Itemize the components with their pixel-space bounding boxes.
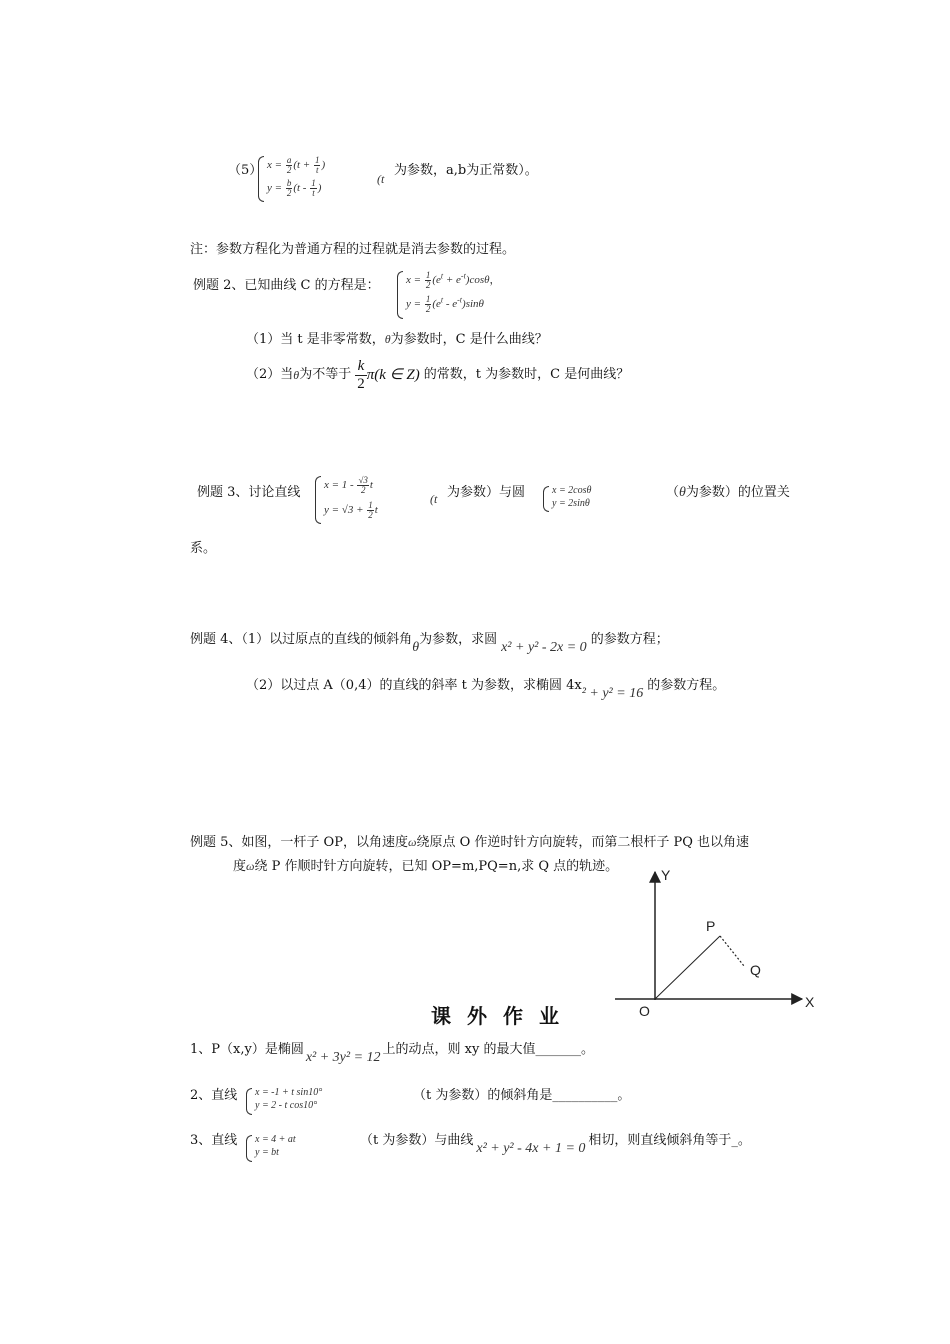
homework-q2-prefix: 2、直线 xyxy=(190,1088,238,1103)
brace xyxy=(258,156,264,202)
homework-q1: 1、P（x,y）是椭圆x² + 3y² = 12上的动点，则 xy 的最大值_______。 xyxy=(190,1042,594,1065)
homework-q2-text: （t 为参数）的倾斜角是__________。 xyxy=(413,1088,631,1103)
item5-eq1: x = $\frac{a}{2}$ (t + $\frac{1}{t}$ ) xyxy=(267,155,326,175)
ex5-line2: 度ω绕 P 作顺时针方向旋转，已知 OP=m,PQ=n,求 Q 点的轨迹。 xyxy=(233,859,619,874)
ex2-label: 例题 2、已知曲线 C 的方程是： xyxy=(193,278,380,293)
homework-q3-eq2: y = bt xyxy=(255,1147,279,1158)
homework-q2-system xyxy=(246,1088,411,1115)
rod-pq xyxy=(720,936,744,966)
label-o: O xyxy=(639,1003,650,1019)
ex3-param: (t xyxy=(430,492,438,506)
homework-q3-prefix: 3、直线 xyxy=(190,1133,238,1148)
label-y: Y xyxy=(661,867,671,883)
ex2-eq2: y = $\frac{1}{2}$ $(e^t - e^{-t})\sin\theta$ xyxy=(406,294,484,314)
ex2-q2: （2）当 θ 为不等于 $\frac{k}{2}$ π(k ∈ Z) 的常数，t 为参数时，C 是何曲线？ xyxy=(246,357,630,392)
ex3-eq1: x = 1 - $\frac{√3}{2}$ t xyxy=(324,475,373,495)
ex3-mid: 为参数）与圆 xyxy=(447,485,526,500)
brace xyxy=(246,1135,252,1162)
item5-param: (t xyxy=(377,172,385,186)
label-q: Q xyxy=(750,962,761,978)
rod-figure xyxy=(610,860,825,1030)
note-text: 注：参数方程化为普通方程的过程就是消去参数的过程。 xyxy=(190,242,516,257)
label-p: P xyxy=(706,918,716,934)
ex3-end: （θ为参数）的位置关 xyxy=(666,485,790,500)
ex4-q2: （2）以过点 A（0,4）的直线的斜率 t 为参数，求椭圆 4x² + y² = 16的参数方程。 xyxy=(246,678,726,701)
label-x: X xyxy=(805,994,815,1010)
brace xyxy=(397,271,403,319)
brace xyxy=(246,1088,252,1115)
ex2-q1: （1）当 t 是非零常数，θ为参数时，C 是什么曲线？ xyxy=(246,332,548,347)
brace xyxy=(543,486,549,512)
homework-q3-eq1: x = 4 + at xyxy=(255,1134,296,1145)
ex5-line1: 例题 5、如图，一杆子 OP，以角速度ω绕原点 O 作逆时针方向旋转，而第二根杆子 PQ 也以角速 xyxy=(190,835,750,850)
ex2-system xyxy=(397,271,597,319)
item5-system xyxy=(258,156,388,202)
ex4-q1: 例题 4、（1）以过原点的直线的倾斜角θ为参数，求圆x² + y² - 2x = 0的参数方程； xyxy=(190,632,669,655)
homework-q2-eq2: y = 2 - t cos10° xyxy=(255,1100,318,1111)
item5-eq2: y = $\frac{b}{2}$ (t - $\frac{1}{t}$ ) xyxy=(267,178,322,198)
item5-text: 为参数，a,b为正常数）。 xyxy=(394,163,538,178)
ex3-eq2: y = √3 + $\frac{1}{2}$ t xyxy=(324,500,378,520)
ex3-circle-system xyxy=(543,486,663,512)
homework-title: 课外作业 xyxy=(431,1004,575,1028)
rod-op xyxy=(655,936,720,999)
homework-q2-eq1: x = -1 + t sin10° xyxy=(255,1087,323,1098)
brace xyxy=(315,476,321,524)
ex3-circle-eq1: x = 2cosθ xyxy=(552,485,592,496)
ex2-eq1: x = $\frac{1}{2}$ $(e^t + e^{-t})\cos\theta$， xyxy=(406,270,501,290)
homework-q3-system xyxy=(246,1135,356,1162)
ex3-end2: 系。 xyxy=(190,541,217,556)
ex3-circle-eq2: y = 2sinθ xyxy=(552,498,590,509)
ex3-line-system xyxy=(315,475,438,524)
item5-label: （5） xyxy=(228,163,263,178)
ex3-label: 例题 3、讨论直线 xyxy=(197,485,301,500)
homework-q3-text: （t 为参数）与曲线x² + y² - 4x + 1 = 0相切，则直线倾斜角等于_。 xyxy=(360,1133,751,1156)
